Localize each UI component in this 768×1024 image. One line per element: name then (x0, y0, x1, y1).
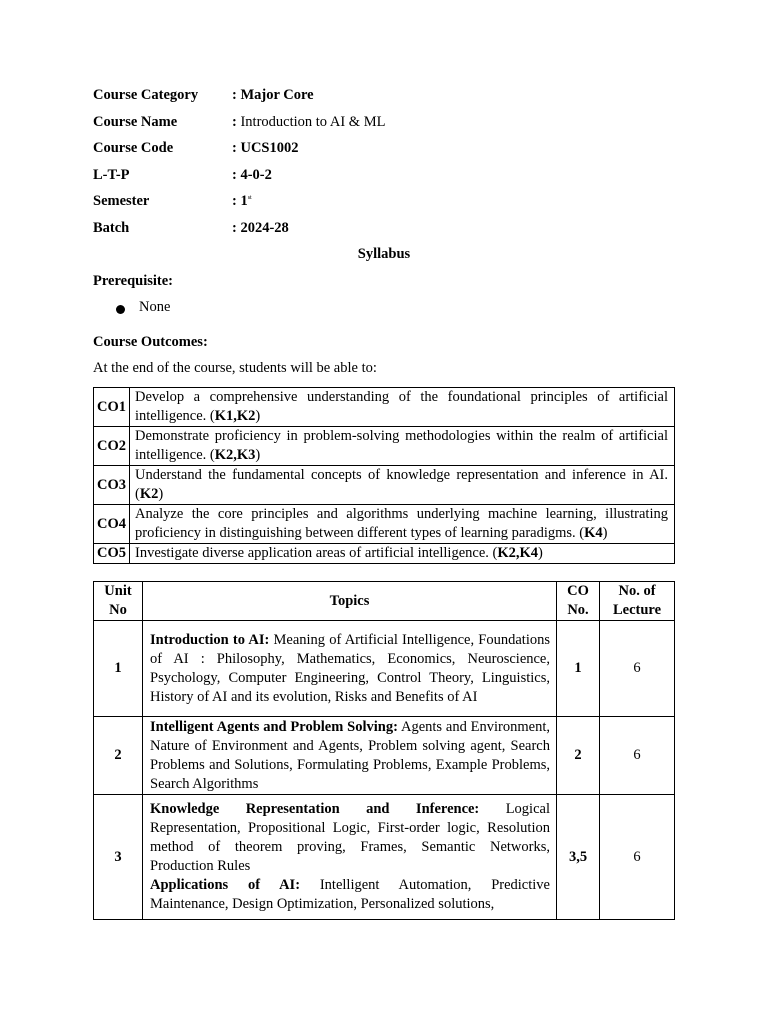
info-label: Course Code (93, 140, 174, 156)
info-value-text: 4-0-2 (240, 166, 272, 183)
topic-heading: Intelligent Agents and Problem Solving: (150, 718, 398, 735)
unit-lectures: 6 (600, 795, 675, 920)
co-levels: K2,K4 (497, 545, 539, 561)
co-description (130, 505, 675, 544)
co-description (130, 544, 675, 564)
co-text: Investigate diverse application areas of artificial intelligence. ( (135, 545, 498, 561)
co-description (130, 427, 675, 466)
co-row (94, 505, 675, 544)
co-row (94, 388, 675, 427)
co-id: CO3 (94, 466, 130, 505)
topic-text: Intelligent Automation, Predictive Maintenance, Design Optimization, Personalized solutions, (150, 877, 550, 912)
header-lectures: No. of Lecture (600, 582, 675, 621)
co-id: CO2 (94, 427, 130, 466)
co-row (94, 544, 675, 564)
co-id: CO4 (94, 505, 130, 544)
topic-heading: Applications of AI: (150, 877, 301, 893)
bullet-icon (116, 305, 125, 314)
info-label: Course Category (93, 87, 199, 103)
info-value-text: 1 (240, 193, 248, 209)
unit-topics (143, 717, 557, 795)
info-separator: : (232, 193, 241, 209)
co-id: CO5 (94, 544, 130, 564)
co-text: Develop a comprehensive understanding of the foundational principles of artificial intelligence. ( (135, 389, 668, 424)
co-description (130, 388, 675, 427)
info-value (232, 192, 252, 211)
topic-text: Agents and Environment, Nature of Environment and Agents, Problem solving agent, Search Problems and Solutions, Formulating Problems, Example Problems, Search Algorithms (150, 718, 551, 792)
prerequisite-text: None (139, 299, 171, 315)
unit-no: 1 (94, 621, 143, 717)
co-levels: K2 (139, 486, 159, 502)
unit-row (94, 795, 675, 920)
units-table (93, 581, 675, 920)
header-topics: Topics (143, 582, 557, 621)
header-co-no: CO No. (557, 582, 600, 621)
co-levels: K1,K2 (214, 408, 256, 424)
topic-heading: Introduction to AI: (150, 631, 270, 648)
prerequisite-heading: Prerequisite: (93, 273, 173, 289)
info-label: Semester (93, 193, 150, 209)
co-text: Demonstrate proficiency in problem-solving methodologies within the realm of artificial intelligence. ( (135, 428, 668, 463)
unit-row (94, 717, 675, 795)
co-description (130, 466, 675, 505)
unit-topics (143, 795, 557, 920)
co-close: ) (255, 447, 261, 463)
topic-block (150, 631, 550, 707)
co-levels: K4 (584, 525, 603, 541)
unit-co-no: 1 (557, 621, 600, 717)
course-outcomes-table (93, 387, 675, 564)
info-value (232, 139, 298, 158)
info-separator: : (232, 219, 241, 236)
unit-row (94, 621, 675, 717)
units-header-row (94, 582, 675, 621)
info-value-text: Major Core (240, 87, 314, 103)
topic-heading: Knowledge Representation and Inference: (150, 801, 480, 817)
info-value (232, 166, 272, 185)
info-separator: : (232, 87, 241, 103)
info-value (232, 219, 289, 238)
co-id: CO1 (94, 388, 130, 427)
info-label: Course Name (93, 113, 178, 130)
topic-text: Meaning of Artificial Intelligence, Foundations of AI : Philosophy, Mathematics, Economics, Neuroscience, Psychology, Computer Engineering, Control Theory, Linguistics, History of AI and its evolution, Risks and Benefits of AI (150, 631, 550, 705)
info-separator: : (232, 166, 241, 183)
co-row (94, 466, 675, 505)
unit-co-no: 2 (557, 717, 600, 795)
header-unit-no: Unit No (94, 582, 143, 621)
topic-text: Logical Representation, Propositional Logic, First-order logic, Resolution method of theorem proving, Frames, Semantic Networks, Production Rules (150, 801, 550, 874)
topic-block (150, 718, 550, 794)
syllabus-title: Syllabus (357, 246, 411, 262)
co-close: ) (255, 408, 261, 424)
co-row (94, 427, 675, 466)
info-value-text: 2024-28 (240, 219, 289, 236)
co-close: ) (538, 545, 543, 561)
topic-block (150, 800, 550, 876)
unit-no: 3 (94, 795, 143, 920)
co-close: ) (602, 525, 608, 541)
unit-no: 2 (94, 717, 143, 795)
co-text: Analyze the core principles and algorithms underlying machine learning, illustrating proficiency in distinguishing between different types of learning paradigms. ( (135, 506, 668, 541)
course-outcomes-heading: Course Outcomes: (93, 334, 208, 350)
info-label: Batch (93, 219, 130, 236)
info-value (232, 113, 385, 132)
topic-block (150, 876, 550, 914)
info-value (232, 86, 314, 105)
info-value-text: Introduction to AI & ML (240, 113, 386, 130)
co-close: ) (158, 486, 164, 502)
info-separator: : (232, 113, 241, 130)
co-text: Understand the fundamental concepts of knowledge representation and inference in AI. ( (135, 467, 668, 502)
info-value-text: UCS1002 (240, 140, 299, 156)
info-value-sup: st (247, 195, 252, 202)
unit-topics (143, 621, 557, 717)
unit-lectures: 6 (600, 621, 675, 717)
unit-lectures: 6 (600, 717, 675, 795)
info-separator: : (232, 140, 241, 156)
unit-co-no: 3,5 (557, 795, 600, 920)
info-label: L-T-P (93, 166, 130, 183)
course-outcomes-intro: At the end of the course, students will be able to: (93, 360, 377, 376)
co-levels: K2,K3 (214, 447, 256, 463)
